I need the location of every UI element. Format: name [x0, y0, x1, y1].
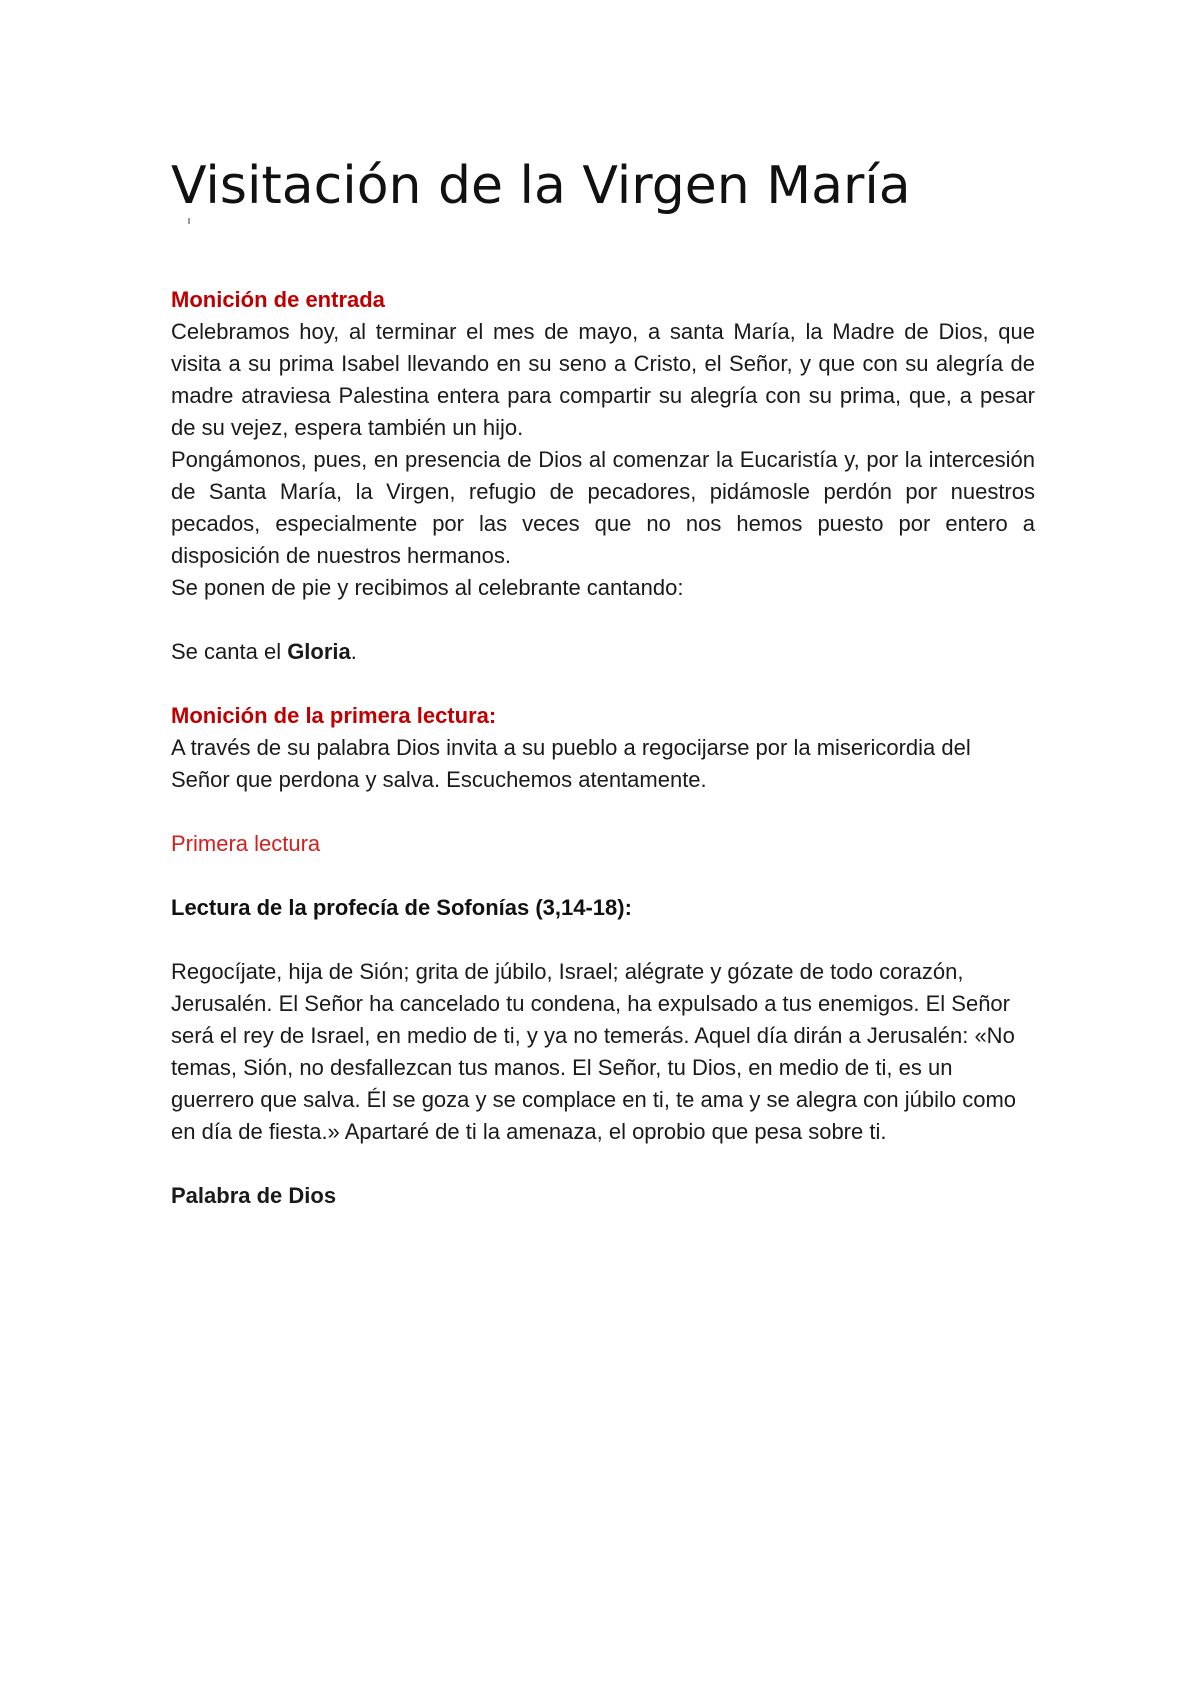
primera-lectura-reference: Lectura de la profecía de Sofonías (3,14-18): — [171, 895, 632, 920]
gloria-emphasis: Gloria — [287, 639, 351, 664]
primera-lectura-text: Regocíjate, hija de Sión; grita de júbilo, Israel; alégrate y gózate de todo corazón, Jerusalén. El Señor ha cancelado tu condena, ha expulsado a tus enemigos. El Señor será el rey de Israel, en medio de ti, y ya no temerás. Aquel día dirán a Jerusalén: «No temas, Sión, no desfallezcan tus manos. El Señor, tu Dios, en medio de ti, es un guerrero que salva. Él se goza y se complace en ti, te ama y se alegra con júbilo como en día de fiesta.» Apartaré de ti la amenaza, el oprobio que pesa sobre ti. — [171, 959, 1017, 1144]
gloria-line — [171, 636, 1035, 668]
primera-lectura-label: Primera lectura — [171, 831, 321, 856]
monicion-primera-lectura-text: A través de su palabra Dios invita a su pueblo a regocijarse por la misericordia del Señor que perdona y salva. Escuchemos atentamente. — [171, 735, 971, 792]
stray-mark — [188, 218, 190, 224]
monicion-entrada-heading: Monición de entrada — [171, 287, 385, 312]
gloria-suffix: . — [350, 639, 357, 664]
spacer — [171, 860, 1035, 892]
palabra-de-dios: Palabra de Dios — [171, 1183, 337, 1208]
document-title: Visitación de la Virgen María — [171, 156, 911, 216]
spacer — [171, 924, 1035, 956]
spacer — [171, 604, 1035, 636]
document-body — [171, 284, 1035, 1212]
spacer — [171, 668, 1035, 700]
gloria-prefix: Se canta el — [171, 639, 288, 664]
monicion-entrada-paragraph-3: Se ponen de pie y recibimos al celebrante cantando: — [171, 575, 684, 600]
spacer — [171, 796, 1035, 828]
monicion-entrada-paragraph-2: Pongámonos, pues, en presencia de Dios al comenzar la Eucaristía y, por la intercesión de Santa María, la Virgen, refugio de pecadores, pidámosle perdón por nuestros pecados, especialmente por las veces que no nos hemos puesto por entero a disposición de nuestros hermanos. — [171, 447, 1035, 568]
monicion-entrada-paragraph-1: Celebramos hoy, al terminar el mes de mayo, a santa María, la Madre de Dios, que visita a su prima Isabel llevando en su seno a Cristo, el Señor, y que con su alegría de madre atraviesa Palestina entera para compartir su alegría con su prima, que, a pesar de su vejez, espera también un hijo. — [171, 319, 1035, 440]
monicion-primera-lectura-heading: Monición de la primera lectura: — [171, 703, 497, 728]
spacer — [171, 1148, 1035, 1180]
